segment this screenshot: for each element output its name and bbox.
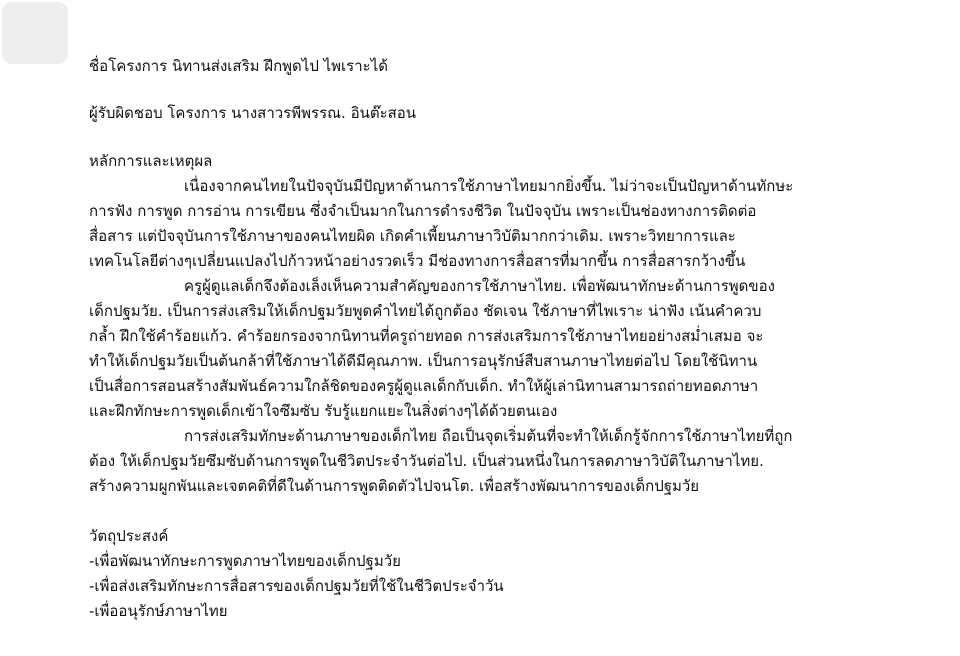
objective-item: -เพื่อส่งเสริมทักษะการสื่อสารของเด็กปฐมวัยที่ใช้ในชีวิตประจำวัน: [89, 577, 504, 595]
rationale-line: ทำให้เด็กปฐมวัยเป็นต้นกล้าที่ใช้ภาษาได้ดีมีคุณภาพ. เป็นการอนุรักษ์สืบสานภาษาไทยต่อไป โดยใช้นิทาน: [89, 352, 758, 370]
objective-item: -เพื่อพัฒนาทักษะการพูดภาษาไทยของเด็กปฐมวัย: [89, 552, 401, 570]
responsible-person-line: ผู้รับผิดชอบ โครงการ นางสาวรพีพรรณ. อินต๊ะสอน: [89, 104, 417, 122]
rationale-line: กล้ำ ฝึกใช้คำร้อยแก้ว. คำร้อยกรองจากนิทานที่ครูถ่ายทอด การส่งเสริมการใช้ภาษาไทยอย่างสม่ำเสมอ จะ: [89, 327, 764, 345]
rationale-line: เนื่องจากคนไทยในปัจจุบันมีปัญหาด้านการใช้ภาษาไทยมากยิ่งขึ้น. ไม่ว่าจะเป็นปัญหาด้านทักษะ: [184, 177, 794, 195]
rationale-line: ครูผู้ดูแลเด็กจึงต้องเล็งเห็นความสำคัญของการใช้ภาษาไทย. เพื่อพัฒนาทักษะด้านการพูดของ: [184, 277, 775, 295]
objectives-heading: วัตถุประสงค์: [89, 527, 169, 545]
rationale-line: สื่อสาร แต่ปัจจุบันการใช้ภาษาของคนไทยผิด เกิดคำเพี้ยนภาษาวิบัติมากกว่าเดิม. เพราะวิทยาการและ: [89, 227, 736, 245]
rationale-line: ต้อง ให้เด็กปฐมวัยซึมซับด้านการพูดในชีวิตประจำวันต่อไป. เป็นส่วนหนึ่งในการลดภาษาวิบัติในภาษาไทย.: [89, 452, 764, 470]
objective-item: -เพื่ออนุรักษ์ภาษาไทย: [89, 602, 228, 620]
rationale-heading: หลักการและเหตุผล: [89, 152, 213, 170]
rationale-line: เป็นสื่อการสอนสร้างสัมพันธ์ความใกล้ชิดของครูผู้ดูแลเด็กกับเด็ก. ทำให้ผู้เล่านิทานสามารถถ่ายทอดภาษา: [89, 377, 759, 395]
rationale-line: เด็กปฐมวัย. เป็นการส่งเสริมให้เด็กปฐมวัยพูดคำไทยได้ถูกต้อง ชัดเจน ใช้ภาษาที่ไพเราะ น่าฟัง เน้นคำควบ: [89, 302, 762, 320]
rationale-line: เทคโนโลยีต่างๆเปลี่ยนแปลงไปก้าวหน้าอย่างรวดเร็ว มีช่องทางการสื่อสารที่มากขึ้น การสื่อสารกว้างขึ้น: [89, 252, 746, 270]
rationale-line: และฝึกทักษะการพูดเด็กเข้าใจซึมซับ รับรู้แยกแยะในสิ่งต่างๆได้ด้วยตนเอง: [89, 402, 558, 420]
rationale-line: การส่งเสริมทักษะด้านภาษาของเด็กไทย ถือเป็นจุดเริ่มต้นที่จะทำให้เด็กรู้จักการใช้ภาษาไทยที่ถูก: [184, 427, 793, 445]
rationale-line: สร้างความผูกพันและเจตคติที่ดีในด้านการพูดติดตัวไปจนโต. เพื่อสร้างพัฒนาการของเด็กปฐมวัย: [89, 477, 700, 495]
project-title-line: ชื่อโครงการ นิทานส่งเสริม ฝึกพูดไป ไพเราะได้: [89, 57, 388, 75]
rationale-line: การฟัง การพูด การอ่าน การเขียน ซึ่งจำเป็นมากในการดำรงชีวิต ในปัจจุบัน เพราะเป็นช่องทางการติดต่อ: [89, 202, 757, 220]
